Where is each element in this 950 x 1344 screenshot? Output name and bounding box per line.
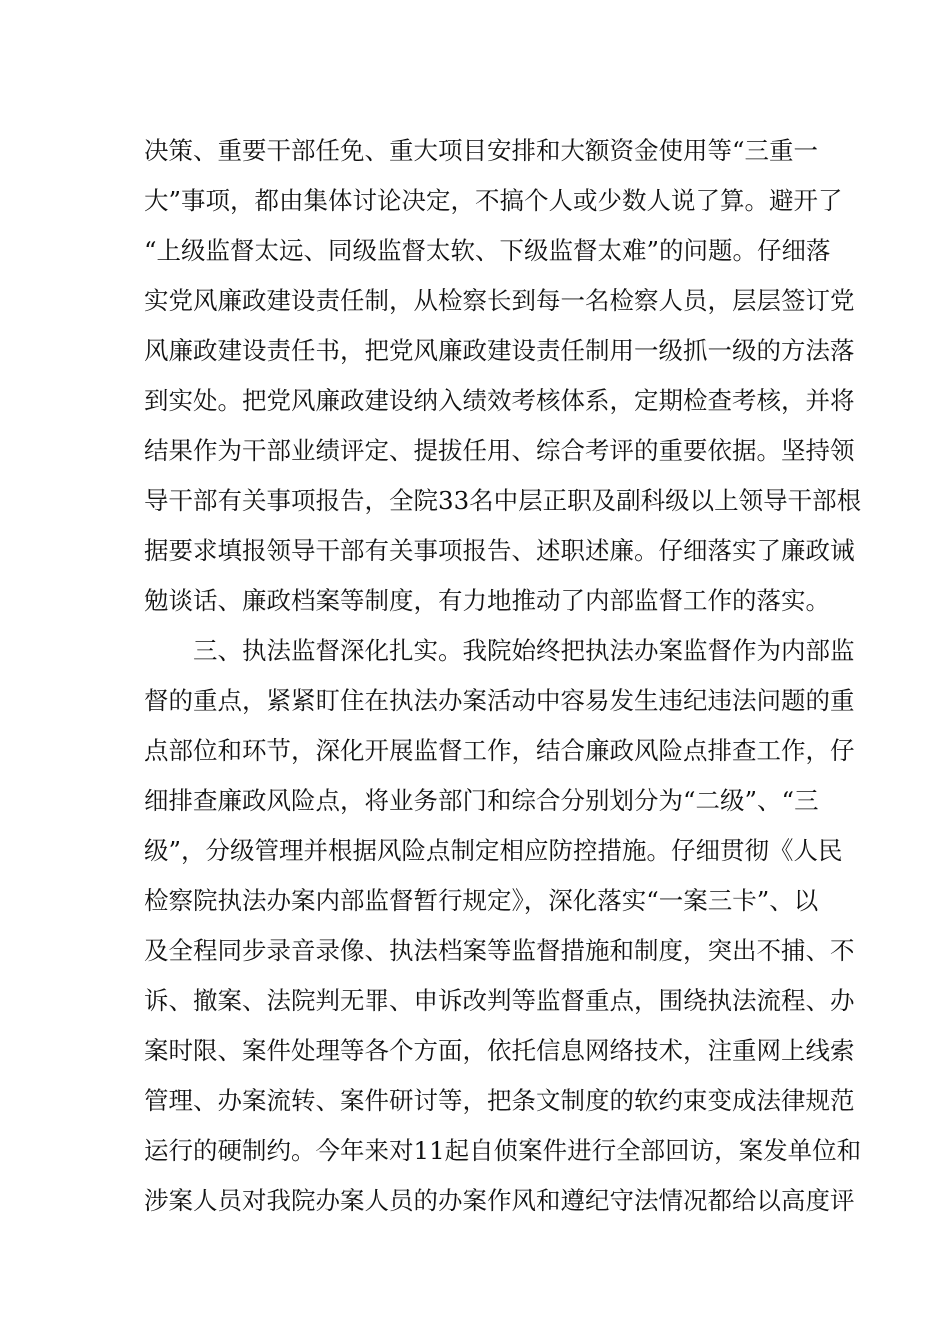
text-line: 决策、重要干部任免、重大项目安排和大额资金使用等“三重一 xyxy=(144,136,819,165)
text-line: 诉、撤案、法院判无罪、申诉改判等监督重点，围绕执法流程、办 xyxy=(144,986,855,1015)
text-line: 督的重点，紧紧盯住在执法办案活动中容易发生违纪违法问题的重 xyxy=(144,686,855,715)
text-line: 结果作为干部业绩评定、提拔任用、综合考评的重要依据。坚持领 xyxy=(144,436,855,465)
text-line: 案时限、案件处理等各个方面，依托信息网络技术，注重网上线索 xyxy=(144,1036,855,1065)
text-line: 勉谈话、廉政档案等制度，有力地推动了内部监督工作的落实。 xyxy=(144,586,830,615)
text-line: “上级监督太远、同级监督太软、下级监督太难”的问题。仔细落 xyxy=(144,236,831,265)
text-line: 管理、办案流转、案件研讨等，把条文制度的软约束变成法律规范 xyxy=(144,1086,855,1115)
text-line: 及全程同步录音录像、执法档案等监督措施和制度，突出不捕、不 xyxy=(144,936,855,965)
text-line: 细排查廉政风险点，将业务部门和综合分别划分为“二级”、“三 xyxy=(144,786,819,815)
text-line: 点部位和环节，深化开展监督工作，结合廉政风险点排查工作，仔 xyxy=(144,736,855,765)
text-line: 运行的硬制约。今年来对11起自侦案件进行全部回访，案发单位和 xyxy=(144,1136,862,1165)
text-line: 检察院执法办案内部监督暂行规定》，深化落实“一案三卡”、以 xyxy=(144,886,819,915)
paragraph-start-line: 三、执法监督深化扎实。我院始终把执法办案监督作为内部监 xyxy=(193,636,855,665)
text-line: 实党风廉政建设责任制，从检察长到每一名检察人员，层层签订党 xyxy=(144,286,855,315)
text-line: 大”事项，都由集体讨论决定，不搞个人或少数人说了算。避开了 xyxy=(144,186,843,215)
text-line: 涉案人员对我院办案人员的办案作风和遵纪守法情况都给以高度评 xyxy=(144,1186,855,1215)
text-line: 导干部有关事项报告，全院33名中层正职及副科级以上领导干部根 xyxy=(144,486,862,515)
text-line: 到实处。把党风廉政建设纳入绩效考核体系，定期检查考核，并将 xyxy=(144,386,855,415)
text-line: 据要求填报领导干部有关事项报告、述职述廉。仔细落实了廉政诫 xyxy=(144,536,855,565)
text-line: 风廉政建设责任书，把党风廉政建设责任制用一级抓一级的方法落 xyxy=(144,336,855,365)
text-line: 级”，分级管理并根据风险点制定相应防控措施。仔细贯彻《人民 xyxy=(144,836,843,865)
